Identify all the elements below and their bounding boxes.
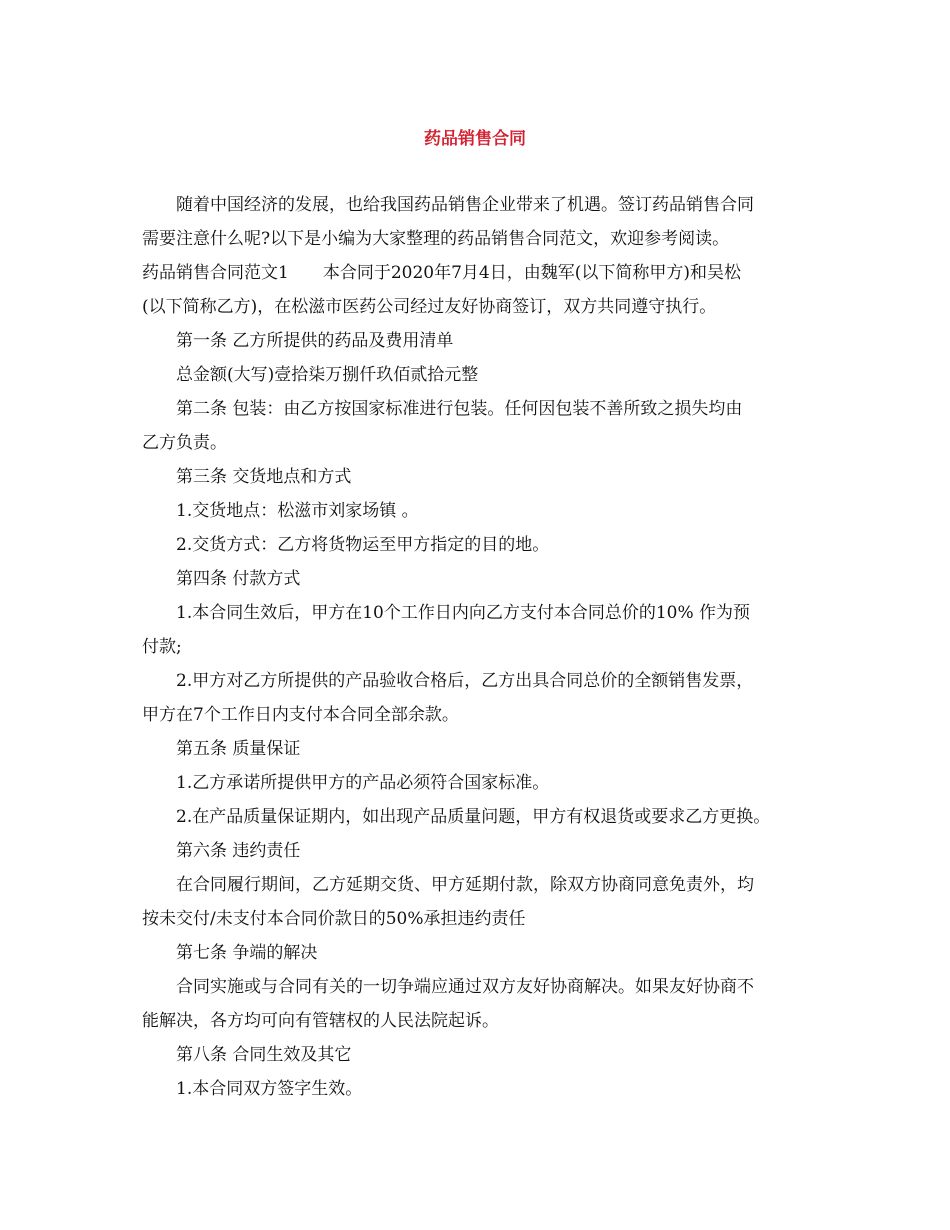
document-line: 1.交货地点：松滋市刘家场镇 。 (176, 501, 419, 521)
document-line: 需要注意什么呢?以下是小编为大家整理的药品销售合同范文，欢迎参考阅读。 (142, 229, 730, 249)
document-line: 能解决，各方均可向有管辖权的人民法院起诉。 (142, 1011, 499, 1031)
document-line: (以下简称乙方)，在松滋市医药公司经过友好协商签订，双方共同遵守执行。 (142, 297, 717, 317)
document-line: 第六条 违约责任 (176, 841, 301, 861)
document-line: 1.本合同生效后，甲方在10个工作日内向乙方支付本合同总价的10% 作为预 (176, 603, 751, 623)
document-line: 乙方负责。 (142, 433, 227, 453)
document-line: 第八条 合同生效及其它 (176, 1045, 352, 1065)
document-line: 第一条 乙方所提供的药品及费用清单 (176, 331, 454, 351)
document-line: 按未交付/未支付本合同价款日的50%承担违约责任 (142, 909, 526, 929)
document-line: 第四条 付款方式 (176, 569, 301, 589)
document-line: 药品销售合同范文1 本合同于2020年7月4日，由魏军(以下简称甲方)和吴松 (142, 263, 741, 283)
document-line: 第三条 交货地点和方式 (176, 467, 352, 487)
document-line: 2.甲方对乙方所提供的产品验收合格后，乙方出具合同总价的全额销售发票， (176, 671, 754, 691)
document-line: 第五条 质量保证 (176, 739, 301, 759)
document-line: 随着中国经济的发展，也给我国药品销售企业带来了机遇。签订药品销售合同 (176, 195, 754, 215)
document-line: 付款; (142, 637, 182, 657)
document-line: 2.交货方式：乙方将货物运至甲方指定的目的地。 (176, 535, 550, 555)
document-line: 1.本合同双方签字生效。 (176, 1079, 363, 1099)
document-body (142, 188, 822, 1106)
document-title: 药品销售合同 (424, 129, 526, 149)
document-line: 2.在产品质量保证期内，如出现产品质量问题，甲方有权退货或要求乙方更换。 (176, 807, 771, 827)
document-line: 第七条 争端的解决 (176, 943, 318, 963)
document-line: 1.乙方承诺所提供甲方的产品必须符合国家标准。 (176, 773, 550, 793)
document-line: 合同实施或与合同有关的一切争端应通过双方友好协商解决。如果友好协商不 (176, 977, 754, 997)
document-line: 第二条 包装：由乙方按国家标准进行包装。任何因包装不善所致之损失均由 (176, 399, 743, 419)
document-line: 甲方在7个工作日内支付本合同全部余款。 (142, 705, 459, 725)
document-line: 总金额(大写)壹拾柒万捌仟玖佰贰拾元整 (176, 365, 479, 385)
document-line: 在合同履行期间，乙方延期交货、甲方延期付款，除双方协商同意免责外，均 (176, 875, 754, 895)
